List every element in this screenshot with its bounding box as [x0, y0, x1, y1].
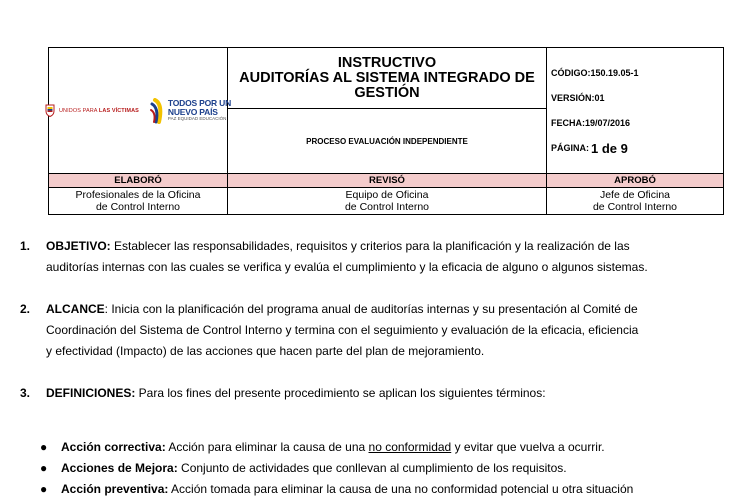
section-label: OBJETIVO: — [46, 239, 111, 253]
elaboro-header: ELABORÓ — [49, 174, 228, 188]
list-item: ● Acciones de Mejora: Conjunto de actividades que conllevan al cumplimiento de los requisitos. — [40, 458, 730, 479]
list-item: ● Acción correctiva: Acción para eliminar la causa de una no conformidad y evitar que vuelva a ocurrir. — [40, 437, 730, 458]
brush-stroke-icon — [149, 98, 165, 124]
term-label: Acción correctiva: — [61, 440, 166, 454]
process-name: PROCESO EVALUACIÓN INDEPENDIENTE — [306, 136, 468, 146]
victimas-logo — [45, 104, 139, 117]
definitions-list — [40, 437, 730, 500]
aprobo-header: APROBÓ — [547, 174, 724, 188]
underlined-term: no conformidad — [368, 440, 452, 454]
section-definiciones: 3. DEFINICIONES: Para los fines del presente procedimiento se aplican los siguientes términos: — [20, 383, 720, 404]
section-label: ALCANCE — [46, 302, 105, 316]
document-code: CÓDIGO:150.19.05-1 — [551, 68, 639, 78]
document-page-number: PÁGINA: 1 de 9 — [551, 140, 628, 156]
list-item: ● Acción preventiva: Acción tomada para eliminar la causa de una no conformidad potencial u otra situación — [40, 479, 730, 500]
aprobo-value: Jefe de Oficina de Control Interno — [547, 188, 724, 215]
victimas-logo-text: UNIDOS PARA LAS VÍCTIMAS — [58, 107, 139, 114]
logo-line-1: TODOS POR UN — [167, 98, 232, 109]
section-label: DEFINICIONES: — [46, 386, 136, 400]
elaboro-value: Profesionales de la Oficina de Control Interno — [49, 188, 228, 215]
document-date: FECHA:19/07/2016 — [551, 118, 631, 128]
document-title: INSTRUCTIVO AUDITORÍAS AL SISTEMA INTEGRADO DE GESTIÓN — [239, 54, 535, 101]
section-number: 3. — [20, 386, 31, 400]
logo-line-2: NUEVO PAÍS — [167, 107, 218, 118]
section-alcance: 2. ALCANCE: Inicia con la planificación del programa anual de auditorías internas y su presentación al Comité de Coordinación del Sistema de Control Interno y termina con el seguimiento y evaluación de la eficacia, eficiencia y efectividad (Impacto) de las acciones que hacen parte del plan de mejoramiento. — [20, 299, 720, 362]
reviso-header: REVISÓ — [228, 174, 547, 188]
logo-line-3: PAZ EQUIDAD EDUCACIÓN — [167, 116, 227, 122]
logo-cell — [49, 48, 232, 174]
term-label: Acciones de Mejora: — [61, 461, 178, 475]
document-body — [20, 236, 720, 425]
shield-icon — [45, 104, 55, 117]
todos-por-un-nuevo-pais-logo — [149, 98, 231, 124]
section-number: 2. — [20, 302, 31, 316]
document-header-table — [48, 47, 724, 215]
section-number: 1. — [20, 239, 31, 253]
term-label: Acción preventiva: — [61, 482, 169, 496]
title-cell — [228, 48, 547, 174]
bullet-icon: ● — [40, 482, 48, 496]
reviso-value: Equipo de Oficina de Control Interno — [228, 188, 547, 215]
document-version: VERSIÓN:01 — [551, 93, 605, 103]
bullet-icon: ● — [40, 461, 48, 475]
section-objetivo: 1. OBJETIVO: Establecer las responsabilidades, requisitos y criterios para la planificación y la realización de las auditorías internas con las cuales se verifica y evalúa el cumplimiento y la eficacia de alguno o algunos sistemas. — [20, 236, 720, 278]
logos — [49, 98, 232, 124]
code-cell — [547, 48, 724, 174]
bullet-icon: ● — [40, 440, 48, 454]
